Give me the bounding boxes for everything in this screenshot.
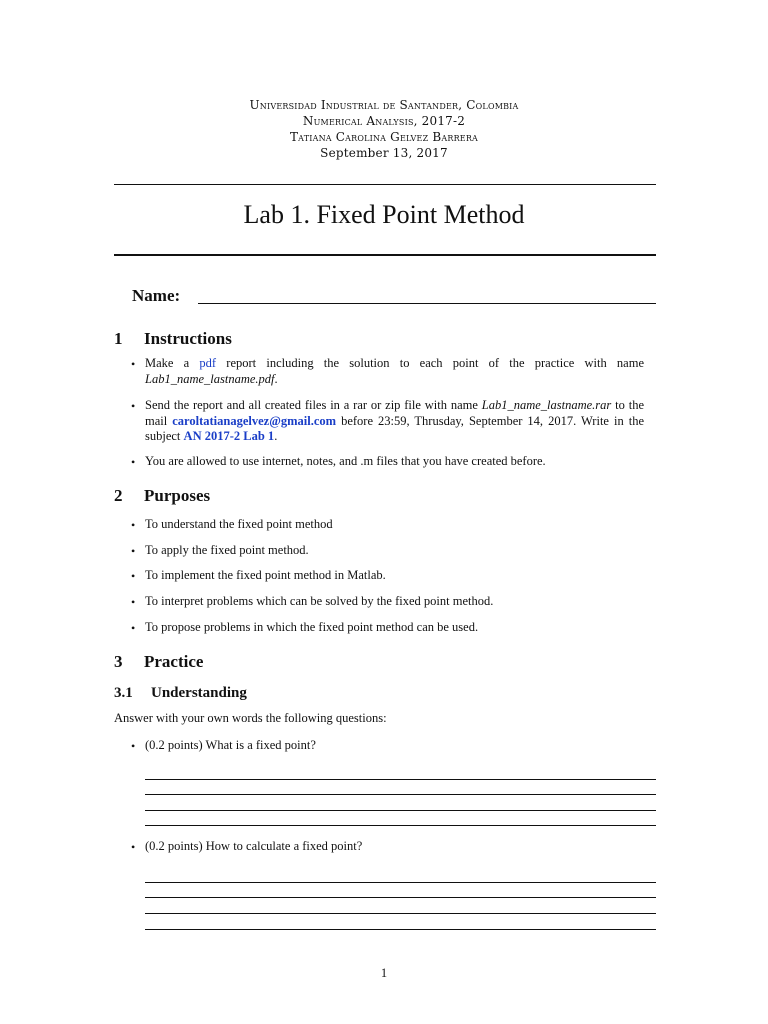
header-university: Universidad Industrial de Santander, Colombia [249,98,519,112]
header-course: Numerical Analysis, 2017-2 [302,114,466,128]
text-fragment: to the mail [145,398,644,428]
purpose-item: To propose problems in which the fixed point method can be used. [145,620,479,634]
section-purposes-heading [114,486,210,506]
instruction-item-2 [145,398,644,445]
purpose-item: To understand the fixed point method [145,517,333,531]
header-author: Tatiana Carolina Gelvez Barrera [289,130,479,144]
subsection-understanding-heading [114,685,247,702]
section-instructions-heading [114,329,232,349]
bullet-icon: • [131,544,136,558]
subsection-title: Understanding [151,685,247,701]
answer-line[interactable] [145,929,656,930]
section-title: Instructions [144,329,232,348]
bullet-icon: • [131,621,136,635]
bullet-icon: • [131,399,136,413]
question-item: (0.2 points) How to calculate a fixed point? [145,839,363,853]
name-field-line [198,303,656,304]
section-number: 1 [114,329,123,348]
section-title: Practice [144,652,204,671]
header-date: September 13, 2017 [320,146,448,160]
bullet-icon: • [131,357,136,371]
page-number: 1 [380,966,388,980]
text-fragment: Make a [145,356,200,370]
text-fragment: Send the report and all created files in a rar or zip file with name [145,398,482,412]
answer-line[interactable] [145,810,656,811]
bullet-icon: • [131,595,136,609]
purpose-item: To apply the fixed point method. [145,543,309,557]
understanding-intro: Answer with your own words the following questions: [114,711,387,725]
page-title: Lab 1. Fixed Point Method [243,200,525,229]
instruction-item-3: You are allowed to use internet, notes, and .m files that you have created before. [145,454,546,468]
text-fragment: report including the solution to each point of the practice with name [216,356,644,370]
filename-rar: Lab1_name_lastname.rar [481,398,612,412]
question-item: (0.2 points) What is a fixed point? [145,738,316,752]
bullet-icon: • [131,840,136,854]
answer-line[interactable] [145,825,656,826]
answer-line[interactable] [145,794,656,795]
answer-line[interactable] [145,882,656,883]
title-top-rule [114,184,656,185]
purpose-item: To interpret problems which can be solved by the fixed point method. [145,594,494,608]
instruction-item-1 [145,356,644,387]
title-bottom-rule [114,254,656,256]
purpose-item: To implement the fixed point method in Matlab. [145,568,386,582]
filename-pdf: Lab1_name_lastname.pdf [145,371,275,386]
name-label: Name: [132,286,181,305]
bullet-icon: • [131,739,136,753]
subject-link[interactable]: AN 2017-2 Lab 1 [183,429,275,443]
section-practice-heading [114,652,203,672]
answer-line[interactable] [145,897,656,898]
answer-line[interactable] [145,779,656,780]
text-fragment: . [274,371,278,386]
text-fragment: . [274,429,278,443]
bullet-icon: • [131,518,136,532]
bullet-icon: • [131,569,136,583]
subsection-number: 3.1 [114,685,133,701]
section-number: 2 [114,486,123,505]
bullet-icon: • [131,455,136,469]
pdf-link[interactable]: pdf [199,356,217,370]
email-link[interactable]: caroltatianagelvez@gmail.com [172,413,337,428]
answer-line[interactable] [145,913,656,914]
text-fragment: before 23:59, Thrusday, September 14, 2017. Write in the subject [145,413,645,443]
section-title: Purposes [144,486,211,505]
section-number: 3 [114,652,123,671]
